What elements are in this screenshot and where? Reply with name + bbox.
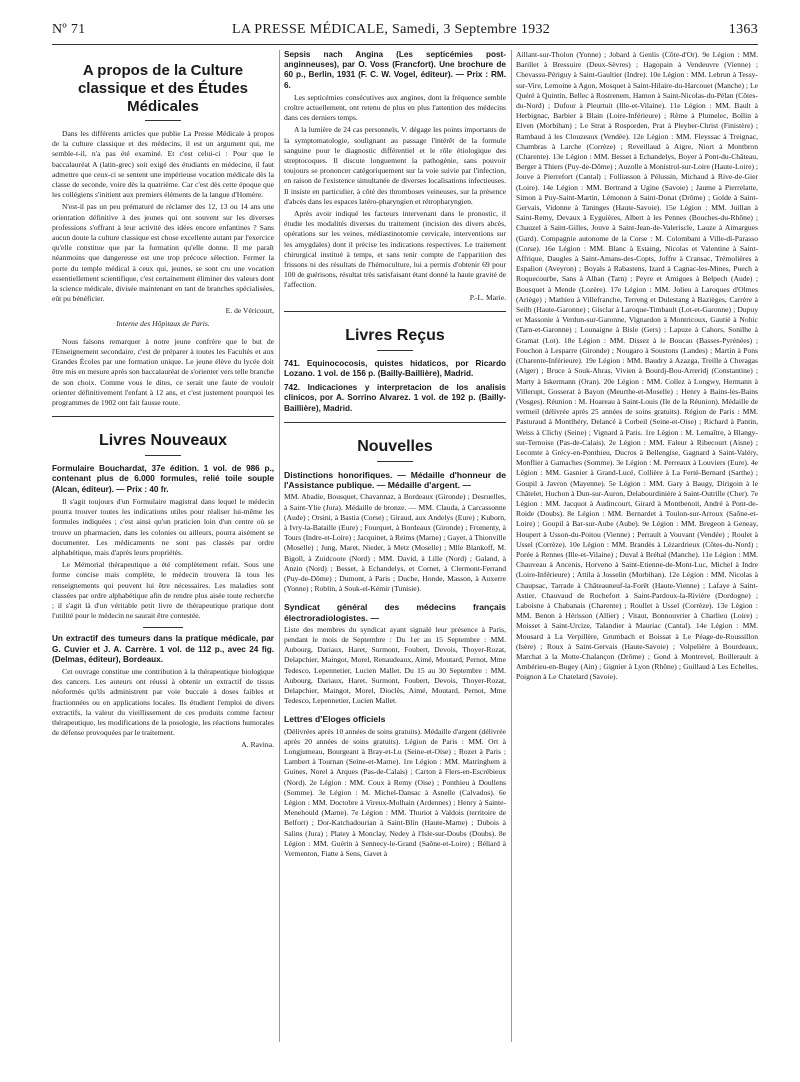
column-divider <box>279 50 280 1042</box>
review-signature: P.-L. Marie. <box>469 292 506 302</box>
book-paragraph: Il s'agit toujours d'un Formulaire magistral dans lequel le médecin pourra trouver toutes les indications utiles pour réaliser lui-même les formules indiquées ; c'est ainsi qu'un praticien loin d'un centre où se trouve un pharmacien, dans les colonies ou ailleurs, pourra aisément se documenter. Les médicaments ne sont pas classés par ordre alphabétique, mais d'après leurs propriétés. <box>52 496 274 557</box>
review-heading: Sepsis nach Angina (Les septicémies post-anginneuses), par O. Voss (Francfort). Une brochure de 60 p., Berlin, 1931 (F. C. W. Vogel, éditeur). — Prix : RM. 6. <box>284 50 506 90</box>
news-heading: Syndicat général des médecins français électroradiologistes. — <box>284 602 506 623</box>
review-paragraph: Les septicémies consécutives aux angines, dont la fréquence semble croître actuellement, ont retenu de plus en plus l'attention des médecins dans ces derniers temps. <box>284 92 506 123</box>
section-rule <box>52 416 274 417</box>
page-header <box>52 22 758 40</box>
article-paragraph: N'est-il pas un peu prématuré de réclamer des 12, 13 ou 14 ans une orientation définitive à des jeunes qui ont souvent sur les diverses professions s'offrant à leur activité des idées encore enfantines ? Sans aucun doute la culture classique est chose excellente autant par l'exercice qu'elle constitue que par la formation qu'elle donne. Il me paraît néanmoins que dangereuse est une trop précoce sélection. Fermer la porte du temple médical à ceux qui, jeunes, se sont cru une vocation essentiellement scientifique, c'est certainement éliminer des valeurs dont la science médicale, divisée maintenant en tant de branches spécialisées, eût pu bénéficier. <box>52 202 274 304</box>
column-3 <box>516 50 758 1060</box>
received-book: 742. Indicaciones y interpretacion de los analisis clinicos, por A. Sorrino Alvarez. 1 vol. de 192 p. (Bailly-Baillière), Madrid. <box>284 383 506 413</box>
section-rule <box>284 422 506 423</box>
issue-number: Nº 71 <box>52 22 86 37</box>
news-text: MM. Abadie, Bousquet, Chavannaz, à Bordeaux (Gironde) ; Desruelles, à Saint-Ylie (Jura). Médaille de bronze. — MM. Clauda, à Carcassonne (Aude) ; Orsini, à Bastia (Corse) ; Giraud, aux Andelys (Eure) ; Kuborn, à Ivry-la-Bataille (Eure) ; Fourquet, à Bordeaux (Gironde) ; Fromenty, à Tours (Indre-et-Loire) ; Jacquinet, à Reims (Marne) ; Gayet, à Thionville (Moselle) ; Jung, Maret, Nieder, à Metz (Moselle) ; Mlle Blankoff, M. Bigoll, à Zuidcoote (Nord) ; MM. David, à Lille (Nord) ; Galand, à Anzin (Nord) ; Besset, à Echandelys, et Cornet, à Clermont-Ferrand (Puy-de-Dôme) ; Dumont, à Paris ; Duche, Honde, Masson, à Auxerre (Yonne) ; Roblin, à Souk-el-Kémir (Tunisie). <box>284 492 506 594</box>
review-paragraph: Après avoir indiqué les facteurs intervenant dans le pronostic, il étudie les modalités diverses du traitement (incision des divers abcès, opérations sur les veines, médiastinotomie cervicale, interventions sur les amygdales) dont il précise les indications respectives. Le traitement chirurgical institué à temps, et sans tenir compte de l'apparition des frissons ni des résultats de l'hémoculture, lui a permis d'obtenir 69 pour 100 de guérisons, résultat très satisfaisant étant donné la haute gravité de l'affection. <box>284 209 506 290</box>
book-signature: A. Ravina. <box>241 740 274 750</box>
title-rule <box>145 120 181 121</box>
column-divider <box>511 50 512 1042</box>
page-number: 1363 <box>728 22 758 37</box>
title-rule <box>145 455 181 456</box>
column-1 <box>52 50 274 1050</box>
short-rule <box>143 627 183 628</box>
column-2 <box>284 50 506 1050</box>
article-signature: E. de Véricourt, <box>225 306 274 316</box>
section-title: Livres Nouveaux <box>98 432 228 450</box>
review-paragraph: A la lumière de 24 cas personnels, V. dégage les points importants de la symptomatologie, soulignant au passage l'intérêt de la formule sanguine pour le diagnostic différentiel et le rôle étiologique des streptocoques. Il discute longuement la pathogénie, sans pouvoir toujours se prononcer catégoriquement sur la voie suivie par l'infection, en raison de l'existence simultanée de diverses localisations infectieuses. Il insiste en particulier, à côté des thromboses veineuses, sur la présence d'abcès dans les espaces latéro-pharyngien et rétropharyngien. <box>284 125 506 206</box>
book-paragraph: Cet ouvrage constitue une contribution à la thérapeutique biologique des cancers. Les auteurs ont réussi à obtenir un extractif de tissus néoformés qu'ils administrent par voie buccale à doses faibles et fractionnées ou en applications locales. Ils étudient l'emploi de divers extractifs, la valeur du vieillissement de ces produits comme facteur thérapeutique, les modifications de la posologie, les réactions humorales de défense provoquées par le traitement. <box>52 666 274 738</box>
received-book: 741. Equinococosis, quistes hidaticos, por Ricardo Lozano. 1 vol. de 156 p. (Bailly-Baillière), Madrid. <box>284 358 506 379</box>
article-title: A propos de la Culture classique et des Études Médicales <box>77 62 249 115</box>
section-title: Nouvelles <box>357 437 433 455</box>
news-heading: Distinctions honorifiques. — Médaille d'honneur de l'Assistance publique. — Médaille d'argent. — <box>284 469 506 491</box>
news-text: (Délivrées après 10 années de soins gratuits). Médaille d'argent (délivrée après 20 années de soins gratuits). Légion de Paris : MM. Ort à Longjumeau, Bourgeant à Bray-et-Lu (Seine-et-Oise) ; Rozet à Paris ; Lambert à Tournan (Seine-et-Marne). 1re Légion : MM. Matringhem à Guines, Norel à Arques (Pas-de-Calais) ; Carton à Flers-en-Escrébieux (Nord). 2e Légion : MM. Coux à Remy (Oise) ; Ponthieu à Doullens (Somme). 3e Légion : M. Michel-Dansac à Asnelle (Calvados). 6e Légion : MM. Doctobre à Vireux-Molhain (Ardennes) ; Henry à Sainte-Menehould (Marne). 7e Légion : MM. Thuriot à Valdois (territoire de Belfort) ; Dor-Katchadourian à Saint-Blin (Haute-Marne) ; Dubois à Salins (Jura) ; Platey à Monclay, Nedey à l'Isle-sur-Doubs (Doubs). 8e Légion : MM. Guérin à Sennecy-le-Grand (Saône-et-Loire) ; Béliard à Vermenton, Fiatte à Sens, Gavet à <box>284 726 506 858</box>
news-text: Liste des membres du syndicat ayant signalé leur présence à Paris, pendant le mois de Septembre : Du 1er au 15 Septembre : MM. Aubourg, Dariaux, Haret, Surmont, Foubert, Devois, Thoyer-Rozat, Delapchier, Maingot, Morel, Renaudeaux, Aimé, Moutard, Pernot, Mme Tedesco, Lepennetier, Lucien Mallet. Du 15 au 30 Septembre : MM. Aubourg, Dariaux, Haret, Surmont, Foubert, Devois, Thoyer-Rozat, Delapchier, Maingot, Morel, Dioclès, Aimé, Moutard, Pernot, Mme Tedesco, Lepennetier, Lucien Mallet. <box>284 624 506 706</box>
book-heading: Formulaire Bouchardat, 37e édition. 1 vol. de 986 p., contenant plus de 6.000 formules, relié toile souple (Alcan, éditeur). — Prix : 40 fr. <box>52 464 274 494</box>
section-title: Livres Reçus <box>345 326 445 344</box>
news-text-continued: Aillant-sur-Tholon (Yonne) ; Jobard à Genlis (Côte-d'Or). 9e Légion : MM. Barillet à Bressuire (Deux-Sèvres) ; Hagopain à Vendeuvre (Vienne) ; Chevassu-Périguy à Saint-Gaultier (Indre). 10e Légion : MM. Lebrun à Tessy-sur-Vire, Lemoine à Agon, Mosquet à Saint-Hilaire-du-Harcouet (Manche) ; Le Quéré à Quintin, Bellec à Rostrenem, Hamon à Saint-Nicolas-du-Pélan (Côtes-du-Nord) ; Dufour à Pleurtuit (Ille-et-Vilaine). 11e Légion : MM. Bault à Herbignac, Barbier à Blain (Loire-Inférieure) ; Rème à Plumelec, Bollin à Elven (Morbihan) ; Le Strat à Rosporden, Prat à Pleyber-Christ (Finistère) ; Rambaud à les Clouzeaux (Vendée). 12e Légion : MM. Fleyssac à Treignac, Chambras à Larche (Corrèze) ; Reveillaud à Aigre, Niort à Montbron (Charente). 13e Légion : MM. Besset à Echandelys, Boyer à Pont-du-Château, Berger à Thiers (Puy-de-Dôme) ; Auzolle à Monistrol-sur-Loire (Haute-Loire) ; Jouve à Pierrefort (Cantal) ; Folliasson à Pélussin, Michaud à Rive-de-Gier (Loire). 14e Légion : MM. Bertrand à Ugine (Savoie) ; Jaume à Pierrelatte, Simon à Puy-Saint-Martin, Lémonon à Saint-Donat (Drôme) ; Golde à Saint-Gervais, Vidonne à Taninges (Haute-Savoie). 15e Légion : MM. Juillan à Saint-Remy, Devaux à Eyguières, Albert à les Pennes (Bouches-du-Rhône) ; Chauzel à Saint-Gilles, Jouve à Saint-Jean-de-Valeriscle, Lauze à Aimargues (Gard). Compagnie autonome de la Corse : M. Colombani à Ville-di-Parasso (Corse). 16e Légion : MM. Blanc à Estaing, Nicolas et Valentine à Saint-Affrique, Daugles à Saint-Amans-des-Copts, Joffre à Cransac, Trémolières à Espalion (Aveyron) ; Boyals à Rabastens, Izard à Cagnac-les-Mines, Puech à Roquecourbe, Sans à Alban (Tarn) ; Peyre et Amigues à Belpech (Aude) ; Bousquet à Mende (Lozère). 17e Légion : MM. Jolieu à Laroques d'Olmes (Ariège) ; Mathieu à Villefranche, Terreng et Dulestang à Bazièges, Carrère à Seilh (Haute-Garonne) ; Gisclar à Laroque-Timbault (Lot-et-Garonne) ; Dupuy et Massonie à Verdun-sur-Garonne, Vignardon à Montricoux, Gautié à Nohic (Tarn-et-Garonne) ; Lounaigne à Bisle (Gers) ; Lapuze à Cahors, Sonilhe à Gramat (Lot). 18e Légion : MM. Dissez à le Boucau (Basses-Pyrénées) ; Fouchon à Lesparre (Gironde) ; Nougaro à Soustons (Landes) ; Martin à Pons (Charente-Inférieure). 19e Légion : MM. Baudry à Azazga, Treille à Cheragas (Alger) ; Bruce à Souk-Ahras, Vivien à Bourdj-Bou-Arreridj (Constantine) ; Marty à Iskermann (Oran). 20e Légion : MM. Collez à Longwy, Hermann à Villerupt, Gosserat à Bayon (Meurthe-et-Moselle) ; Henry à Bains-les-Bains (Vosges). Réunion : M. Hoareau à Saint-Louis (Ile de la Réunion). Médaille de vermeil (délivrée après 25 années de soins gratuits). Région de Paris : MM. Pasturaud à Montlhéry, Delancé à Corbeil (Seine-et-Oise) ; Richard à Pantin, Weiss à Clichy (Seine) ; Vignard à Paris. 1re Légion : M. Lemaître, à Blangy-sur-Ternoise (Pas-de-Calais). 2e Légion : MM. Faleur à Ribecourt (Aisne) ; Lecomte à Grécy-en-Ponthieu, Ducros à Bellengise, Gagnard à Saint-Valéry, Monflier à Gamaches (Somme). 3e Légion : M. Perreaux à Louviers (Eure). 4e Légion : MM. Gasnier à Grand-Lucé, Collière à La Ferté-Bernard (Sarthe) ; Goupil à Javron (Mayenne). 5e Légion : MM. Gary à Baugy, Dirigoin à le Châtelet, Huchon à Dun-sur-Auron, Delabourdinière à Saint-Outrille (Cher). 7e Légion : MM. Jacquot à Audincourt, Girard à Montbenoit, André à Pont-de-Roide (Doubs). 8e Légion : MM. Bernardet à Toulon-sur-Arroux (Saône-et-Loire) ; Goupil à Bar-sur-Aube (Aube). 9e Légion : MM. Bregeon à Geneay, Houpert à Usson-du-Poitou (Vienne) ; Perrault à Vouvant (Vendée) ; Roulet à Ussel (Corrèze). 10e Légion : MM. Brandès à Lézardrieux (Côtes-du-Nord) ; Porée à Rennes (Ille-et-Vilaine) ; Duval à Bréhal (Manche). 11e Légion : MM. Chauveau à Ancenis, Horveno à Saint-Etienne-de-Mont-Luc, Michel à Indre (Loire-Inférieure) ; Attila à Josselin (Morbihan). 12e Légion : MM. Nicolas à Chaupsac, Tarrade à Châteauneuf-la-Forêt (Haute-Vienne) ; Lafaye à Saint-Astier, Chauvaud de Rochefort à Saint-Pardoux-la-Rivière (Dordogne) ; Laboisne à Chabanais (Charente) ; Roullet à Ussel (Corrèze). 13e Légion : MM. Benon à Hérisson (Allier) ; Vitaut, Bonnouvrier à Charlieu (Loire) ; Moisset à Saint-Urcize, Talandier à Mauriac (Cantal). 14e Légion : MM. Mousard à La Verpillère, Grumbach et Boissat à Le Péage-de-Roussillon (Isère) ; Roux à Saint-Gervais (Haute-Savoie) ; Volpelière à Bourdeaux, Marchat à la Motte-Chalançon (Drôme) ; Gond à Montrevel, Boillerault à Ambérieu-en-Bugey (Ain) ; Gignier à Lyon (Rhône) ; Guillaud à Les Echelles, Poignon à Le Chatelard (Savoie). <box>516 50 758 682</box>
title-rule <box>377 461 413 462</box>
publication-title: LA PRESSE MÉDICALE, Samedi, 3 Septembre 1932 <box>232 22 551 37</box>
book-heading: Un extractif des tumeurs dans la pratique médicale, par G. Cuvier et J. A. Carrère. 1 vol. de 112 p., avec 24 fig. (Delmas, éditeur), Bordeaux. <box>52 634 274 664</box>
section-rule <box>284 311 506 312</box>
title-rule <box>377 350 413 351</box>
book-paragraph: Le Mémorial thérapeutique a été complètement refait. Sous une forme concise mais complète, le médecin trouvera là tous les renseignements qui peuvent lui être nécessaires. Les maladies sont classées par ordre alphabétique afin de rendre plus aisée toute recherche ; il s'agit là d'un véritable petit livre de thérapeutique pratique dont l'utilité pour le médecin ne saurait être contestée. <box>52 560 274 621</box>
editor-note: Nous faisons remarquer à notre jeune confrère que le but de l'Enseignement secondaire, c'est de préparer à toutes les Facultés et aux Grandes Écoles par une formation unique. Le jeune élève du lycée doit être mis en mesure après son baccalauréat de s'orienter vers telle branche de son choix. Comme vous le dites, ce serait une faute de vouloir orienter définitivement l'enfant à 12 ans, et c'est justement pourquoi les programmes de 1902 ont fait fausse route. <box>52 336 274 408</box>
news-heading: Lettres d'Eloges officiels <box>284 714 386 725</box>
header-rule <box>52 44 758 45</box>
signature-title: Interne des Hôpitaux de Paris. <box>116 318 210 328</box>
article-paragraph: Dans les différents articles que publie La Presse Médicale à propos de la culture classique et des médecins, il est un argument qui, me semble-t-il, n'a pas été examiné. Et c'est celui-ci : Pour que le baccalauréat A (latin-grec) soit exigé des étudiants en médecine, il faut admettre que ceux-ci se sentent une impérieuse vocation médicale dès la classe de seconde, voire dès la quatrième. Car c'est dès cette époque que les collégiens s'initient aux premiers éléments de la langue d'Homère. <box>52 129 274 200</box>
